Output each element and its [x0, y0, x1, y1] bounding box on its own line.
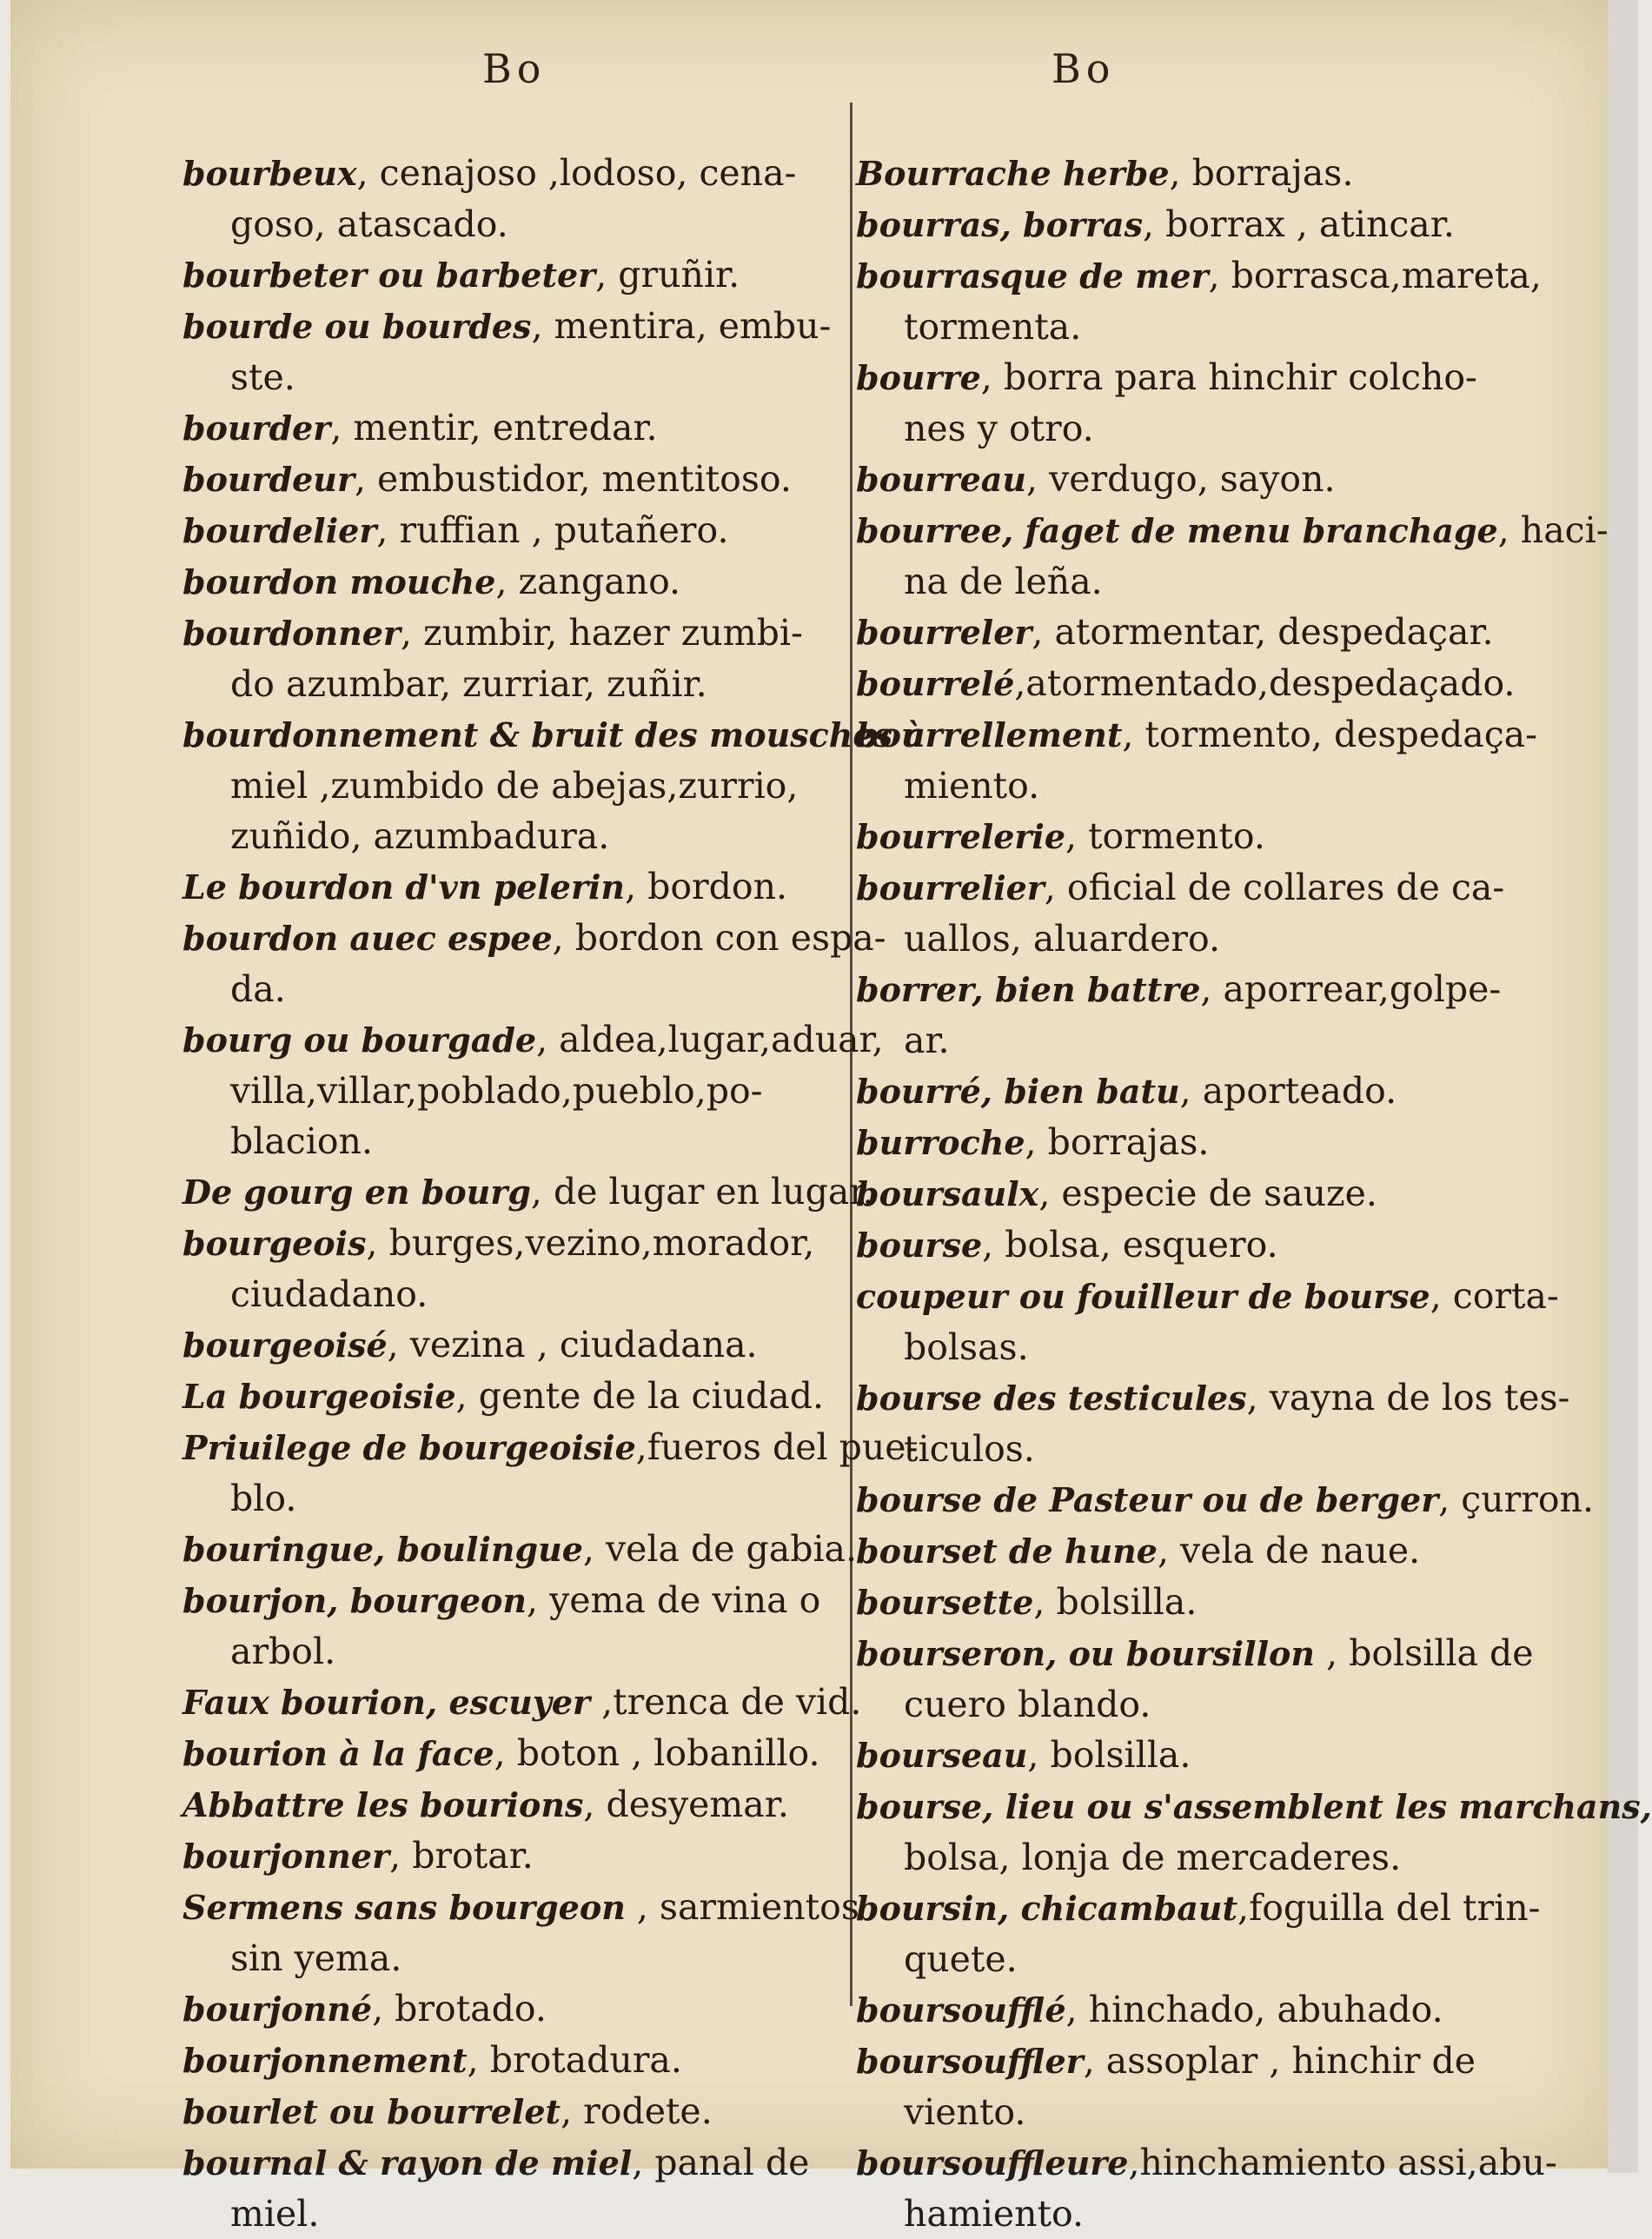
entry-headword: Le bourdon d'vn pelerin: [182, 867, 626, 907]
entry-headword: bourdelier: [182, 511, 377, 550]
entry-headword: bourseron, ou boursillon: [856, 1634, 1316, 1673]
entry-line: [856, 2137, 1557, 2189]
entry-line: [182, 454, 869, 505]
left-entry: [182, 1319, 869, 1371]
entry-translation: , gruñir.: [595, 254, 740, 296]
entry-translation: , panal de: [632, 2142, 810, 2183]
entry-line: [856, 811, 1543, 862]
entry-translation: ciudadano.: [230, 1273, 428, 1315]
entry-line: [182, 913, 886, 964]
entry-line: [856, 964, 1543, 1015]
entry-translation: ar.: [904, 1020, 950, 1061]
entry-line: [856, 1219, 1543, 1271]
entry-headword: bourdon auec espee: [182, 919, 553, 958]
entry-line: [182, 556, 869, 608]
entry-line: [182, 1626, 869, 1677]
entry-translation: , embustidor, mentitoso.: [354, 458, 792, 500]
entry-translation: ,atormentado,despedaçado.: [1014, 662, 1516, 704]
entry-translation: , mentira, embu-: [531, 305, 832, 347]
left-entry: [182, 1524, 869, 1575]
entry-translation: miento.: [904, 765, 1040, 807]
entry-translation: , çurron.: [1438, 1478, 1594, 1520]
right-entry: [856, 1628, 1543, 1730]
entry-line: [182, 709, 926, 761]
entry-translation: , mentir, entredar.: [330, 407, 658, 448]
entry-line: [856, 1015, 1543, 1066]
entry-headword: bourbeux: [182, 154, 357, 193]
entry-line: [182, 505, 869, 556]
left-entry: [182, 1882, 869, 1983]
entry-translation: zuñido, azumbadura.: [230, 815, 610, 857]
entry-translation: , borrax , atincar.: [1143, 203, 1455, 245]
entry-headword: bourion à la face: [182, 1734, 494, 1773]
entry-line: [182, 1319, 869, 1371]
entry-line: [856, 761, 1543, 811]
entry-headword: bourras, borras: [856, 205, 1144, 244]
right-entries: [856, 148, 1652, 2239]
entry-line: [182, 1830, 869, 1882]
entry-translation: , burges,vezino,morador,: [366, 1222, 815, 1264]
entry-headword: bourde ou bourdes: [182, 307, 532, 346]
left-entry: [182, 2086, 869, 2137]
entry-translation: , yema de vina o: [527, 1579, 821, 1621]
entry-translation: , desyemar.: [583, 1784, 789, 1825]
right-entry: [856, 454, 1543, 505]
running-head-right: Bo: [1052, 45, 1116, 92]
entry-translation: , bolsilla de: [1315, 1632, 1534, 1674]
right-entry: [856, 1117, 1543, 1168]
entry-translation: , tormento.: [1065, 815, 1265, 857]
entry-translation: , vela de naue.: [1157, 1530, 1421, 1571]
entry-headword: bourse des testicules: [856, 1379, 1247, 1418]
entry-headword: borrer, bien battre: [856, 970, 1201, 1009]
entry-translation: , atormentar, despedaçar.: [1032, 611, 1494, 653]
entry-translation: , bolsa, esquero.: [982, 1224, 1278, 1266]
entry-line: [856, 1781, 1652, 1832]
entry-translation: , ruffian , putañero.: [376, 509, 729, 551]
right-entry: [856, 148, 1543, 199]
right-entry: [856, 862, 1543, 964]
entry-translation: , brotado.: [372, 1988, 547, 2030]
entry-line: [856, 352, 1543, 403]
entry-line: [182, 1116, 869, 1166]
entry-headword: bourjonné: [182, 1990, 373, 2029]
entry-translation: do azumbar, zurriar, zuñir.: [230, 663, 707, 705]
entry-translation: , rodete.: [561, 2090, 713, 2132]
entry-line: [856, 1628, 1543, 1679]
entry-translation: , hinchado, abuhado.: [1065, 1989, 1443, 2030]
entry-translation: , brotar.: [389, 1835, 534, 1877]
entry-translation: , aporteado.: [1179, 1070, 1397, 1112]
entry-line: [182, 608, 869, 659]
entry-line: [856, 2189, 1543, 2239]
entry-translation: ste.: [230, 356, 295, 398]
left-entry: [182, 1677, 869, 1728]
entry-line: [182, 861, 869, 913]
entry-line: [856, 607, 1543, 658]
entry-headword: coupeur ou fouilleur de bourse: [856, 1277, 1430, 1316]
entry-line: [856, 1066, 1543, 1117]
entry-headword: bourdon mouche: [182, 562, 496, 601]
entry-line: [182, 1066, 869, 1116]
entry-line: [856, 505, 1609, 556]
left-entry: [182, 1779, 869, 1830]
entry-line: [856, 914, 1543, 964]
entry-translation: , vayna de los tes-: [1246, 1377, 1570, 1418]
right-entry: [856, 352, 1543, 454]
entry-line: [856, 1525, 1543, 1577]
right-entry: [856, 1474, 1594, 1525]
entry-translation: , tormento, despedaça-: [1122, 714, 1537, 755]
entry-line: [182, 1728, 869, 1779]
entry-line: [856, 1984, 1543, 2036]
entry-line: [182, 1779, 869, 1830]
entry-translation: , vezina , ciudadana.: [387, 1324, 758, 1365]
entry-headword: bourree, faget de menu branchage: [856, 511, 1498, 550]
entry-headword: bourrellement: [856, 715, 1123, 754]
entry-headword: bourreau: [856, 460, 1027, 499]
entry-line: [856, 2036, 1543, 2087]
left-entry: [182, 301, 869, 402]
right-entry: [856, 658, 1543, 709]
entry-line: [856, 302, 1543, 352]
right-entry: [856, 709, 1543, 811]
right-entry: [856, 964, 1543, 1066]
entry-line: [182, 1218, 869, 1269]
entry-translation: miel ,zumbido de abejas,zurrio,: [230, 765, 799, 807]
right-entry: [856, 250, 1543, 352]
entry-line: [856, 1730, 1543, 1781]
entry-line: [856, 1934, 1543, 1984]
entry-line: [182, 1882, 869, 1933]
entry-headword: bouringue, boulingue: [182, 1530, 583, 1569]
entry-line: [856, 1424, 1543, 1474]
entry-translation: , borrajas.: [1025, 1121, 1210, 1163]
entry-line: [856, 556, 1543, 607]
right-entry: [856, 1577, 1543, 1628]
entry-headword: boursin, chicambaut: [856, 1889, 1238, 1928]
left-entry: [182, 1014, 884, 1166]
running-head-left: Bo: [482, 45, 547, 92]
entry-headword: bourdonnement & bruit des mousches à: [182, 715, 926, 754]
entry-headword: bourrelerie: [856, 817, 1066, 856]
entry-translation: , borrasca,mareta,: [1208, 255, 1542, 296]
entry-translation: , bordon con espa-: [552, 917, 886, 959]
entry-line: [856, 1372, 1570, 1424]
entry-line: [856, 1883, 1543, 1934]
entry-line: [856, 1117, 1543, 1168]
right-entry: [856, 1219, 1543, 1271]
entry-translation: , boton , lobanillo.: [494, 1732, 820, 1774]
left-entry: [182, 556, 869, 608]
left-entry: [182, 913, 886, 1014]
left-entry: [182, 1830, 869, 1882]
entry-line: [182, 2035, 869, 2086]
right-entry: [856, 1066, 1543, 1117]
entry-translation: ,hinchamiento assi,abu-: [1128, 2142, 1557, 2183]
entry-translation: bolsa, lonja de mercaderes.: [904, 1837, 1402, 1878]
entry-translation: , cenajoso ,lodoso, cena-: [356, 152, 797, 194]
entry-line: [182, 2189, 869, 2239]
entry-headword: bourjon, bourgeon: [182, 1581, 527, 1620]
entry-headword: bourré, bien batu: [856, 1072, 1180, 1111]
right-entry: [856, 1271, 1559, 1372]
entry-headword: bourrelier: [856, 868, 1045, 907]
entry-translation: goso, atascado.: [230, 203, 508, 245]
entry-headword: bourse: [856, 1226, 983, 1265]
left-entry: [182, 249, 869, 301]
entry-headword: bourset de hune: [856, 1531, 1158, 1571]
entry-translation: , assoplar , hinchir de: [1083, 2040, 1476, 2082]
entry-headword: Bourrache herbe: [856, 154, 1170, 193]
entry-headword: bourse de Pasteur ou de berger: [856, 1480, 1439, 1519]
entry-line: [182, 659, 869, 709]
entry-line: [182, 1575, 869, 1626]
right-entry: [856, 1168, 1543, 1219]
entry-translation: sin yema.: [230, 1937, 402, 1979]
entry-line: [182, 1677, 869, 1728]
entry-line: [856, 862, 1543, 914]
entry-translation: blo.: [230, 1478, 297, 1519]
entry-translation: ,foguilla del trin-: [1237, 1887, 1541, 1929]
right-entry: [856, 1730, 1543, 1781]
entry-translation: , sarmientos: [625, 1886, 859, 1928]
entry-headword: bourgeois: [182, 1224, 367, 1263]
entry-line: [182, 148, 869, 199]
entry-translation: ,trenca de vid.: [590, 1681, 862, 1723]
entry-headword: bourse, lieu ou s'assemblent les marchans,: [856, 1787, 1652, 1826]
left-entry: [182, 608, 869, 709]
left-entry: [182, 2035, 869, 2086]
entry-line: [182, 1983, 869, 2035]
left-entry: [182, 1371, 869, 1422]
entry-translation: , zangano.: [495, 561, 681, 602]
left-entry: [182, 402, 869, 454]
entry-line: [856, 199, 1543, 250]
entry-translation: , haci-: [1497, 509, 1609, 551]
entry-line: [856, 709, 1543, 761]
entry-translation: , borrajas.: [1169, 152, 1354, 194]
entry-line: [856, 658, 1543, 709]
entry-headword: bourg ou bourgade: [182, 1020, 537, 1060]
right-entry: [856, 1781, 1652, 1883]
left-entry: [182, 709, 926, 861]
entry-line: [856, 1271, 1559, 1322]
entry-translation: , verdugo, sayon.: [1026, 458, 1336, 500]
entry-line: [182, 249, 869, 301]
entry-headword: bourgeoisé: [182, 1325, 388, 1365]
left-entry: [182, 1422, 919, 1524]
entry-line: [856, 454, 1543, 505]
entry-line: [182, 1473, 869, 1524]
entry-translation: uallos, aluardero.: [904, 918, 1220, 960]
page-edge: [1608, 0, 1638, 2173]
entry-translation: nes y otro.: [904, 408, 1094, 449]
entry-headword: Abbattre les bourions: [182, 1785, 584, 1824]
entry-headword: bourrelé: [856, 664, 1015, 703]
entry-headword: Priuilege de bourgeoisie: [182, 1428, 636, 1467]
entry-headword: De gourg en bourg: [182, 1173, 531, 1212]
entry-line: [182, 199, 869, 249]
entry-line: [182, 811, 869, 861]
entry-headword: La bourgeoisie: [182, 1377, 456, 1416]
entry-line: [182, 2086, 869, 2137]
entry-headword: boursouffler: [856, 2042, 1084, 2081]
entry-line: [182, 1371, 869, 1422]
entry-translation: quete.: [904, 1938, 1018, 1980]
entry-line: [182, 1524, 869, 1575]
entry-translation: hamiento.: [904, 2193, 1084, 2235]
left-entry: [182, 1728, 869, 1779]
entry-line: [182, 1933, 869, 1983]
entry-headword: bourbeter ou barbeter: [182, 256, 596, 295]
entry-line: [856, 1168, 1543, 1219]
entry-headword: bournal & rayon de miel: [182, 2143, 633, 2183]
right-entry: [856, 2137, 1557, 2239]
entry-headword: bourseau: [856, 1736, 1028, 1775]
entry-line: [856, 1322, 1543, 1372]
entry-headword: bourjonnement: [182, 2041, 468, 2080]
entry-translation: blacion.: [230, 1120, 373, 1162]
entry-translation: , especie de sauze.: [1038, 1173, 1377, 1214]
entry-translation: bolsas.: [904, 1326, 1029, 1368]
left-entry: [182, 505, 869, 556]
entry-translation: da.: [230, 968, 286, 1010]
left-entry: [182, 2137, 869, 2239]
entry-translation: arbol.: [230, 1631, 336, 1672]
entry-headword: bourder: [182, 409, 331, 448]
entry-translation: miel.: [230, 2193, 320, 2235]
entry-line: [182, 301, 869, 352]
entry-line: [856, 1679, 1543, 1730]
right-entry: [856, 505, 1609, 607]
entry-translation: ,fueros del pue-: [635, 1426, 919, 1468]
entry-line: [182, 2137, 869, 2189]
entry-line: [856, 1832, 1543, 1883]
entry-headword: burroche: [856, 1123, 1025, 1162]
entry-headword: boursaulx: [856, 1174, 1039, 1213]
entry-line: [182, 1014, 884, 1066]
entry-line: [182, 352, 869, 402]
entry-headword: bourrasque de mer: [856, 256, 1209, 296]
entry-translation: tormenta.: [904, 306, 1082, 348]
entry-translation: na de leña.: [904, 561, 1103, 602]
entry-line: [182, 402, 869, 454]
right-entry: [856, 1984, 1543, 2036]
entry-headword: bourlet ou bourrelet: [182, 2092, 561, 2131]
entry-headword: bourre: [856, 358, 981, 397]
entry-headword: boursouffleure: [856, 2143, 1129, 2183]
left-entry: [182, 1983, 869, 2035]
left-entry: [182, 1218, 869, 1319]
entry-translation: , bolsilla.: [1027, 1734, 1191, 1776]
entry-translation: , brotadura.: [467, 2039, 682, 2081]
entry-line: [856, 1474, 1594, 1525]
entry-line: [856, 250, 1543, 302]
left-entry: [182, 454, 869, 505]
entry-translation: , corta-: [1430, 1275, 1559, 1317]
entry-translation: viento.: [904, 2091, 1026, 2133]
entry-line: [856, 148, 1543, 199]
entry-headword: bourdeur: [182, 460, 355, 499]
left-entry: [182, 861, 869, 913]
entry-line: [182, 964, 869, 1014]
entry-headword: Sermens sans bourgeon: [182, 1888, 626, 1927]
entry-translation: ticulos.: [904, 1428, 1035, 1470]
entry-headword: bourreler: [856, 613, 1032, 652]
entry-line: [182, 761, 869, 811]
entry-line: [182, 1269, 869, 1319]
right-entry: [856, 2036, 1543, 2137]
entry-line: [856, 403, 1543, 454]
entry-translation: cuero blando.: [904, 1684, 1151, 1725]
left-entry: [182, 1575, 869, 1677]
entry-translation: , de lugar en lugar.: [530, 1171, 874, 1213]
entry-translation: , aporrear,golpe-: [1200, 968, 1502, 1010]
left-entry: [182, 148, 869, 249]
right-entry: [856, 811, 1543, 862]
entry-translation: , vela de gabia.: [582, 1528, 858, 1570]
entry-translation: villa,villar,poblado,pueblo,po-: [230, 1070, 763, 1112]
right-entry: [856, 607, 1543, 658]
right-entry: [856, 1372, 1570, 1474]
entry-line: [856, 2087, 1543, 2137]
entry-translation: , gente de la ciudad.: [455, 1375, 825, 1417]
entry-headword: bourjonner: [182, 1837, 390, 1876]
entry-translation: , oficial de collares de ca-: [1044, 867, 1505, 908]
entry-translation: , borra para hinchir colcho-: [980, 356, 1477, 398]
entry-translation: , aldea,lugar,aduar,: [536, 1019, 884, 1060]
entry-line: [182, 1422, 919, 1473]
right-entry: [856, 199, 1543, 250]
entry-headword: Faux bourion, escuyer: [182, 1683, 591, 1722]
right-entry: [856, 1525, 1543, 1577]
entry-translation: , bolsilla.: [1033, 1581, 1198, 1623]
entry-headword: boursette: [856, 1583, 1034, 1622]
entry-headword: bourdonner: [182, 614, 401, 653]
entry-headword: boursoufflé: [856, 1990, 1066, 2030]
entry-line: [182, 1166, 874, 1218]
entry-translation: , zumbir, hazer zumbi-: [400, 612, 803, 654]
left-entry: [182, 1166, 874, 1218]
entry-translation: , bordon.: [625, 866, 788, 907]
entry-line: [856, 1577, 1543, 1628]
right-entry: [856, 1883, 1543, 1984]
